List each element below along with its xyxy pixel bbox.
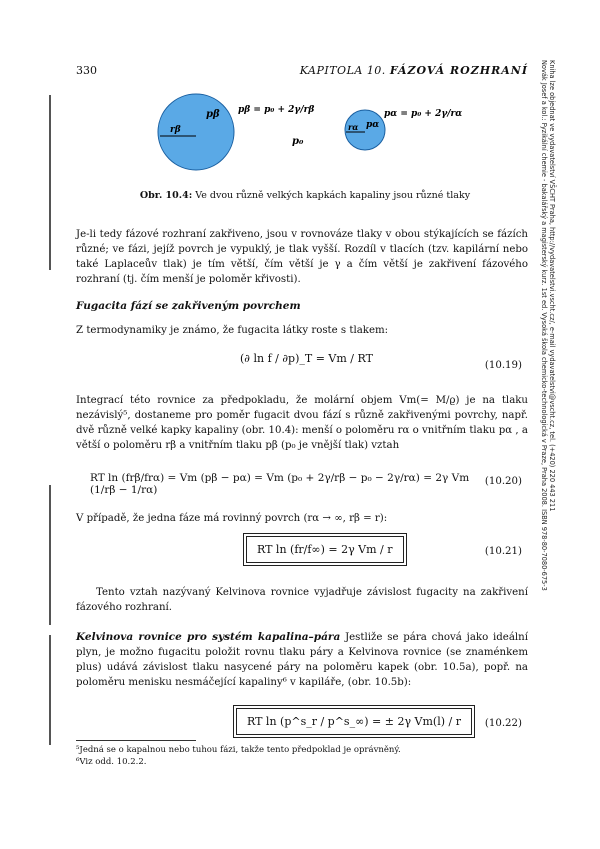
side-citation-line2: Kniha lze objednat ve vydavatelství VŠCHT Praha, http://vydavatelstvi.vscht.cz/, e-mail vydavatelstvi@vscht.cz, tel. (+420) 220 443 211	[548, 60, 556, 512]
figure-drops	[130, 90, 470, 180]
footnote-5: ⁵Jedná se o kapalnou nebo tuhou fázi, takže tento předpoklad je oprávněný.	[76, 745, 401, 755]
caption-text: Ve dvou různě velkých kapkách kapaliny jsou různé tlaky	[195, 190, 471, 201]
margin-bar	[49, 635, 51, 745]
equation-number: (10.19)	[484, 360, 522, 371]
footnote-rule	[76, 740, 196, 741]
paragraph: Z termodynamiky je známo, že fugacita látky roste s tlakem:	[76, 325, 389, 336]
equation-10-21: RT ln (fr/f∞) = 2γ Vm / r	[246, 536, 404, 563]
small-drop-radius-label: rα	[348, 122, 359, 132]
paragraph-text: Jestliže se pára chová jako ideální plyn, je možno fugacitu položit rovnu tlaku páry a Kelvinova rovnice (se znaménkem plus) udává závislost tlaku nasycené páry na poloměru kapek (obr. 10.5a), popř. na poloměru menisku nesmáčející kapaliny⁶ v kapiláře, (obr. 10.5b):	[76, 632, 528, 688]
paragraph: Je-li tedy fázové rozhraní zakřiveno, jsou v rovnováze tlaky v obou stýkajících se fázích různé; ve fázi, jejíž povrch je vypuklý, je tlak vyšší. Rozdíl v tlacích (tzv. kapilární nebo také Laplaceův tlak) je tím větší, čím větší je γ a čím větší je zakřivení fázového rozhraní (tj. čím menší je poloměr křivosti).	[76, 229, 528, 285]
paragraph	[76, 630, 528, 690]
paragraph: Integrací této rovnice za předpokladu, že molární objem Vm(= M/ϱ) je na tlaku nezávislý⁵, dostaneme pro poměr fugacit dvou fází s různě zakřivenými povrchy, např. dvě různě velké kapky kapaliny (obr. 10.4): menší o poloměru rα o vnitřním tlaku pα , a větší o poloměru rβ a vnitřním tlaku pβ (p₀ je vnější tlak) vztah	[76, 395, 528, 451]
small-drop-formula: pα = p₀ + 2γ/rα	[384, 109, 463, 119]
equation-number: (10.20)	[484, 476, 522, 487]
figure-caption	[95, 190, 515, 201]
equation-number: (10.21)	[484, 546, 522, 557]
caption-label: Obr. 10.4:	[139, 190, 193, 201]
equation-10-20: RT ln (frβ/frα) = Vm (pβ − pα) = Vm (p₀ + 2γ/rβ − p₀ − 2γ/rα) = 2γ Vm (1/rβ − 1/rα)	[90, 472, 470, 496]
small-drop-label: pα	[366, 120, 380, 130]
equation-number: (10.22)	[484, 718, 522, 729]
large-drop-radius-label: rβ	[170, 125, 181, 135]
paragraph: Tento vztah nazývaný Kelvinova rovnice vyjadřuje závislost fugacity na zakřivení fázového rozhraní.	[76, 587, 528, 613]
large-drop-label: pβ	[206, 109, 220, 120]
equation-10-19: (∂ ln f / ∂p)_T = Vm / RT	[240, 352, 373, 365]
section-heading: Fugacita fází se zakřiveným povrchem	[76, 300, 301, 312]
side-citation	[540, 60, 554, 680]
outside-pressure-label: p₀	[292, 136, 304, 147]
page-number: 330	[76, 64, 97, 77]
side-citation-line1: Novák Josef a kol.: Fyzikální chemie - bakalářský a magisterský kurz. 1st ed. Vysoká škola chemicko-technologická v Praze, Praha 2008. ISBN 978-80-7080-675-3	[540, 60, 548, 591]
margin-bar	[49, 95, 51, 270]
equation-10-22: RT ln (p^s_r / p^s_∞) = ± 2γ Vm(l) / r	[236, 708, 472, 735]
large-drop-formula: pβ = p₀ + 2γ/rβ	[238, 105, 315, 115]
footnote-6: ⁶Viz odd. 10.2.2.	[76, 757, 147, 767]
running-header	[300, 64, 528, 77]
section-heading: Kelvinova rovnice pro systém kapalina–pára	[76, 631, 341, 643]
paragraph: V případě, že jedna fáze má rovinný povrch (rα → ∞, rβ = r):	[76, 513, 388, 524]
chapter-prefix: KAPITOLA 10.	[299, 64, 386, 77]
chapter-title: FÁZOVÁ ROZHRANÍ	[389, 64, 528, 77]
margin-bar	[49, 485, 51, 625]
